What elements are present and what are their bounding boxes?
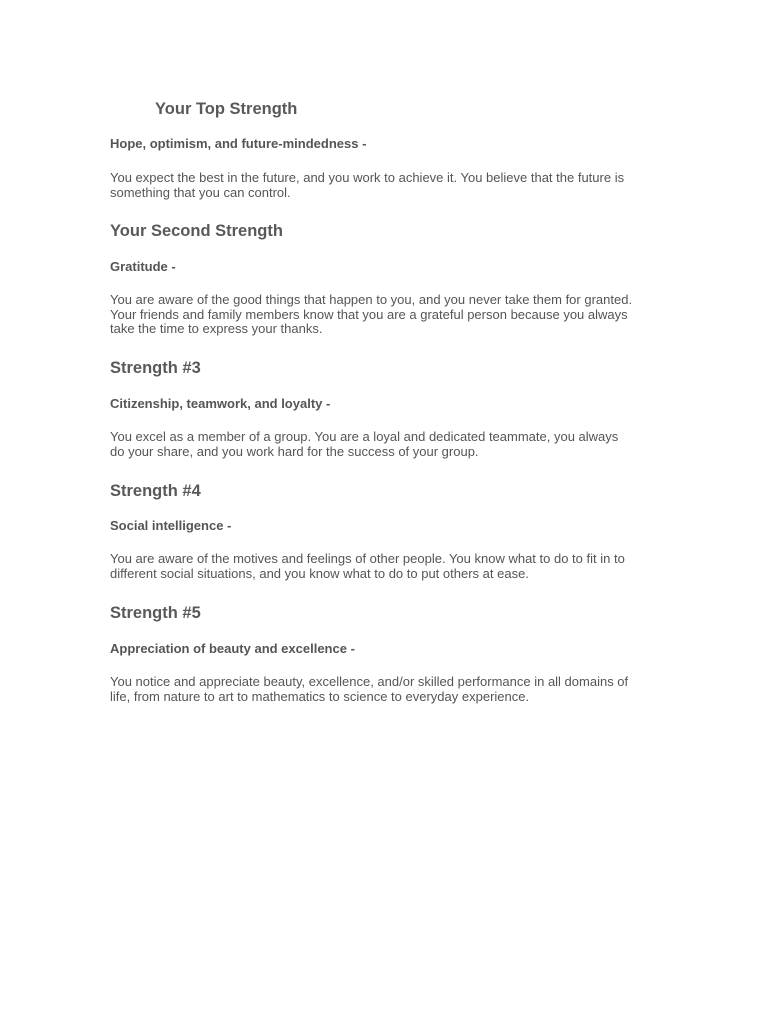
section-heading: Your Second Strength	[110, 222, 283, 240]
strength-description-line: life, from nature to art to mathematics to science to everyday experience.	[110, 689, 530, 704]
strength-description-line: Your friends and family members know that you are a grateful person because you always	[110, 307, 628, 322]
strength-description-line: something that you can control.	[110, 185, 291, 200]
strength-description-line: You excel as a member of a group. You are a loyal and dedicated teammate, you always	[110, 429, 619, 444]
section-heading: Strength #5	[110, 604, 201, 622]
strength-name: Social intelligence -	[110, 518, 232, 533]
strength-description-line: different social situations, and you know what to do to put others at ease.	[110, 566, 529, 581]
strength-description-line: You notice and appreciate beauty, excellence, and/or skilled performance in all domains of	[110, 674, 629, 689]
strength-name: Appreciation of beauty and excellence -	[110, 641, 355, 656]
section-heading: Strength #3	[110, 359, 201, 377]
strength-description-line: do your share, and you work hard for the success of your group.	[110, 444, 479, 459]
section-heading: Your Top Strength	[155, 100, 298, 118]
strength-description-line: You are aware of the good things that happen to you, and you never take them for granted.	[110, 292, 633, 307]
strength-name: Gratitude -	[110, 259, 176, 274]
section-heading: Strength #4	[110, 482, 201, 500]
strength-name: Hope, optimism, and future-mindedness -	[110, 136, 367, 151]
strength-description-line: You are aware of the motives and feelings of other people. You know what to do to fit in to	[110, 551, 625, 566]
strength-description-line: take the time to express your thanks.	[110, 321, 323, 336]
strength-description-line: You expect the best in the future, and you work to achieve it. You believe that the future is	[110, 170, 625, 185]
strength-name: Citizenship, teamwork, and loyalty -	[110, 396, 331, 411]
